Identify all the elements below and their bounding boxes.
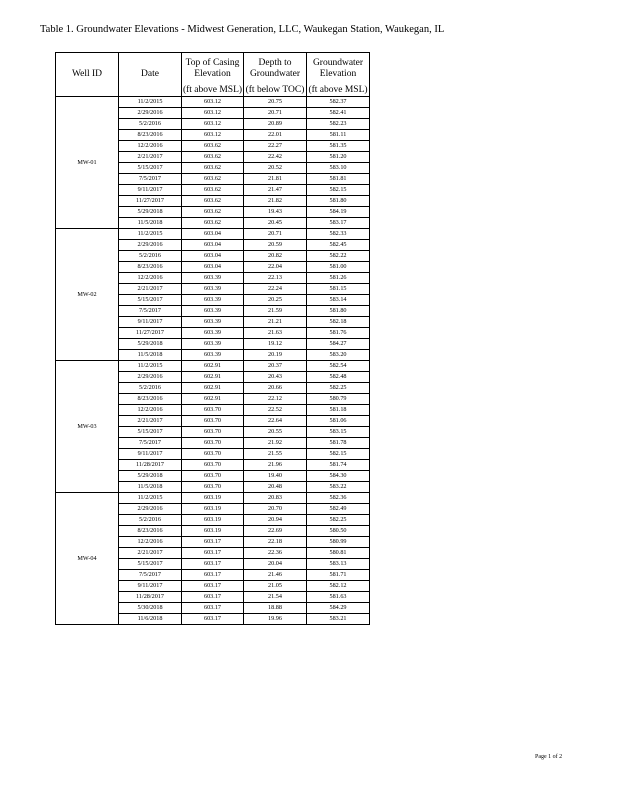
elevation-cell: 581.11 [307, 130, 370, 141]
date-cell: 11/2/2015 [119, 361, 182, 372]
elevation-cell: 581.18 [307, 405, 370, 416]
elevation-cell: 581.20 [307, 152, 370, 163]
date-cell: 2/29/2016 [119, 108, 182, 119]
date-cell: 5/15/2017 [119, 163, 182, 174]
date-cell: 5/2/2016 [119, 251, 182, 262]
date-cell: 2/21/2017 [119, 284, 182, 295]
elevation-cell: 583.20 [307, 350, 370, 361]
date-cell: 11/5/2018 [119, 218, 182, 229]
toc-cell: 603.62 [182, 174, 244, 185]
header-date: Date [119, 53, 182, 97]
table-row [56, 97, 370, 108]
date-cell: 9/11/2017 [119, 317, 182, 328]
elevation-cell: 584.30 [307, 471, 370, 482]
depth-cell: 18.88 [244, 603, 307, 614]
well-id-cell: MW-02 [56, 229, 119, 361]
elevation-cell: 582.41 [307, 108, 370, 119]
depth-cell: 22.36 [244, 548, 307, 559]
elevation-cell: 582.36 [307, 493, 370, 504]
date-cell: 2/29/2016 [119, 240, 182, 251]
elevation-cell: 581.81 [307, 174, 370, 185]
date-cell: 7/5/2017 [119, 306, 182, 317]
depth-cell: 19.43 [244, 207, 307, 218]
depth-cell: 22.13 [244, 273, 307, 284]
elevation-cell: 582.25 [307, 515, 370, 526]
depth-cell: 22.42 [244, 152, 307, 163]
date-cell: 12/2/2016 [119, 537, 182, 548]
depth-cell: 21.46 [244, 570, 307, 581]
elevation-cell: 581.80 [307, 196, 370, 207]
elevation-cell: 583.13 [307, 559, 370, 570]
elevation-cell: 582.15 [307, 185, 370, 196]
groundwater-table [55, 52, 370, 625]
toc-cell: 603.17 [182, 603, 244, 614]
toc-cell: 603.70 [182, 482, 244, 493]
date-cell: 12/2/2016 [119, 273, 182, 284]
elevation-cell: 581.06 [307, 416, 370, 427]
elevation-cell: 582.18 [307, 317, 370, 328]
elevation-cell: 582.33 [307, 229, 370, 240]
toc-cell: 603.04 [182, 251, 244, 262]
elevation-cell: 583.10 [307, 163, 370, 174]
elevation-cell: 582.49 [307, 504, 370, 515]
toc-cell: 603.39 [182, 295, 244, 306]
depth-cell: 20.71 [244, 229, 307, 240]
date-cell: 5/2/2016 [119, 383, 182, 394]
elevation-cell: 581.26 [307, 273, 370, 284]
date-cell: 5/29/2018 [119, 207, 182, 218]
toc-cell: 603.70 [182, 460, 244, 471]
elevation-cell: 582.45 [307, 240, 370, 251]
toc-cell: 603.70 [182, 405, 244, 416]
date-cell: 5/15/2017 [119, 427, 182, 438]
date-cell: 11/5/2018 [119, 482, 182, 493]
toc-cell: 603.39 [182, 317, 244, 328]
elevation-cell: 582.37 [307, 97, 370, 108]
depth-cell: 20.37 [244, 361, 307, 372]
depth-cell: 19.12 [244, 339, 307, 350]
date-cell: 2/21/2017 [119, 416, 182, 427]
depth-cell: 21.96 [244, 460, 307, 471]
elevation-cell: 582.12 [307, 581, 370, 592]
toc-cell: 603.39 [182, 350, 244, 361]
depth-cell: 21.63 [244, 328, 307, 339]
toc-cell: 603.39 [182, 306, 244, 317]
toc-cell: 603.19 [182, 526, 244, 537]
toc-cell: 603.70 [182, 438, 244, 449]
well-id-cell: MW-04 [56, 493, 119, 625]
date-cell: 2/21/2017 [119, 548, 182, 559]
depth-cell: 20.75 [244, 97, 307, 108]
elevation-cell: 581.78 [307, 438, 370, 449]
date-cell: 2/29/2016 [119, 372, 182, 383]
toc-cell: 602.91 [182, 361, 244, 372]
toc-cell: 603.70 [182, 449, 244, 460]
elevation-cell: 582.15 [307, 449, 370, 460]
date-cell: 9/11/2017 [119, 185, 182, 196]
depth-cell: 20.59 [244, 240, 307, 251]
date-cell: 11/28/2017 [119, 460, 182, 471]
depth-cell: 21.21 [244, 317, 307, 328]
elevation-cell: 583.17 [307, 218, 370, 229]
depth-cell: 21.82 [244, 196, 307, 207]
elevation-cell: 583.21 [307, 614, 370, 625]
date-cell: 12/2/2016 [119, 141, 182, 152]
toc-cell: 603.39 [182, 284, 244, 295]
toc-cell: 603.62 [182, 196, 244, 207]
toc-cell: 603.70 [182, 416, 244, 427]
elevation-cell: 581.35 [307, 141, 370, 152]
elevation-cell: 580.50 [307, 526, 370, 537]
toc-cell: 603.19 [182, 504, 244, 515]
depth-cell: 20.43 [244, 372, 307, 383]
depth-cell: 20.52 [244, 163, 307, 174]
depth-cell: 20.70 [244, 504, 307, 515]
elevation-cell: 581.00 [307, 262, 370, 273]
date-cell: 2/29/2016 [119, 504, 182, 515]
toc-cell: 603.17 [182, 559, 244, 570]
elevation-cell: 583.15 [307, 427, 370, 438]
elevation-cell: 581.76 [307, 328, 370, 339]
date-cell: 5/29/2018 [119, 339, 182, 350]
elevation-cell: 584.19 [307, 207, 370, 218]
toc-cell: 603.62 [182, 163, 244, 174]
depth-cell: 20.48 [244, 482, 307, 493]
toc-cell: 603.19 [182, 515, 244, 526]
date-cell: 8/23/2016 [119, 526, 182, 537]
date-cell: 9/11/2017 [119, 581, 182, 592]
toc-cell: 603.62 [182, 218, 244, 229]
elevation-cell: 583.14 [307, 295, 370, 306]
date-cell: 5/15/2017 [119, 559, 182, 570]
table-row [56, 493, 370, 504]
depth-cell: 22.12 [244, 394, 307, 405]
elevation-cell: 581.63 [307, 592, 370, 603]
toc-cell: 603.62 [182, 185, 244, 196]
depth-cell: 22.64 [244, 416, 307, 427]
toc-cell: 602.91 [182, 372, 244, 383]
depth-cell: 21.81 [244, 174, 307, 185]
toc-cell: 603.12 [182, 130, 244, 141]
page-number: Page 1 of 2 [535, 754, 563, 760]
toc-cell: 603.62 [182, 141, 244, 152]
table-row [56, 229, 370, 240]
depth-cell: 20.89 [244, 119, 307, 130]
toc-cell: 603.12 [182, 119, 244, 130]
date-cell: 5/29/2018 [119, 471, 182, 482]
elevation-cell: 581.74 [307, 460, 370, 471]
elevation-cell: 582.25 [307, 383, 370, 394]
table-body [56, 97, 370, 625]
toc-cell: 603.04 [182, 240, 244, 251]
date-cell: 5/2/2016 [119, 119, 182, 130]
toc-cell: 603.17 [182, 581, 244, 592]
depth-cell: 19.40 [244, 471, 307, 482]
header-toc-unit: (ft above MSL) [182, 85, 243, 95]
toc-cell: 603.17 [182, 614, 244, 625]
depth-cell: 20.04 [244, 559, 307, 570]
elevation-cell: 580.79 [307, 394, 370, 405]
toc-cell: 603.19 [182, 493, 244, 504]
toc-cell: 603.04 [182, 262, 244, 273]
depth-cell: 22.01 [244, 130, 307, 141]
depth-cell: 20.19 [244, 350, 307, 361]
depth-cell: 21.05 [244, 581, 307, 592]
date-cell: 8/23/2016 [119, 262, 182, 273]
toc-cell: 603.70 [182, 471, 244, 482]
date-cell: 11/2/2015 [119, 97, 182, 108]
depth-cell: 21.54 [244, 592, 307, 603]
date-cell: 11/2/2015 [119, 229, 182, 240]
elevation-cell: 580.99 [307, 537, 370, 548]
depth-cell: 20.66 [244, 383, 307, 394]
table-row [56, 361, 370, 372]
elevation-cell: 581.15 [307, 284, 370, 295]
date-cell: 8/23/2016 [119, 130, 182, 141]
toc-cell: 603.62 [182, 152, 244, 163]
toc-cell: 603.12 [182, 97, 244, 108]
date-cell: 12/2/2016 [119, 405, 182, 416]
date-cell: 11/6/2018 [119, 614, 182, 625]
date-cell: 2/21/2017 [119, 152, 182, 163]
depth-cell: 20.45 [244, 218, 307, 229]
depth-cell: 22.27 [244, 141, 307, 152]
date-cell: 7/5/2017 [119, 174, 182, 185]
date-cell: 7/5/2017 [119, 438, 182, 449]
date-cell: 5/15/2017 [119, 295, 182, 306]
depth-cell: 22.52 [244, 405, 307, 416]
date-cell: 9/11/2017 [119, 449, 182, 460]
toc-cell: 603.17 [182, 570, 244, 581]
toc-cell: 602.91 [182, 394, 244, 405]
elevation-cell: 580.81 [307, 548, 370, 559]
depth-cell: 19.96 [244, 614, 307, 625]
well-id-cell: MW-03 [56, 361, 119, 493]
depth-cell: 22.69 [244, 526, 307, 537]
toc-cell: 603.39 [182, 339, 244, 350]
elevation-cell: 581.80 [307, 306, 370, 317]
depth-cell: 21.55 [244, 449, 307, 460]
toc-cell: 603.17 [182, 592, 244, 603]
date-cell: 11/27/2017 [119, 328, 182, 339]
date-cell: 11/5/2018 [119, 350, 182, 361]
elevation-cell: 581.71 [307, 570, 370, 581]
toc-cell: 602.91 [182, 383, 244, 394]
date-cell: 11/27/2017 [119, 196, 182, 207]
date-cell: 8/23/2016 [119, 394, 182, 405]
elevation-cell: 582.23 [307, 119, 370, 130]
elevation-cell: 582.54 [307, 361, 370, 372]
header-well-id: Well ID [56, 53, 119, 97]
depth-cell: 22.18 [244, 537, 307, 548]
toc-cell: 603.12 [182, 108, 244, 119]
well-id-cell: MW-01 [56, 97, 119, 229]
header-depth: Depth to Groundwater [244, 53, 307, 86]
toc-cell: 603.39 [182, 328, 244, 339]
depth-cell: 20.55 [244, 427, 307, 438]
date-cell: 11/2/2015 [119, 493, 182, 504]
depth-cell: 22.04 [244, 262, 307, 273]
date-cell: 5/30/2018 [119, 603, 182, 614]
depth-cell: 21.47 [244, 185, 307, 196]
header-elev-unit: (ft above MSL) [308, 85, 368, 95]
date-cell: 11/28/2017 [119, 592, 182, 603]
toc-cell: 603.04 [182, 229, 244, 240]
date-cell: 7/5/2017 [119, 570, 182, 581]
elevation-cell: 584.27 [307, 339, 370, 350]
depth-cell: 21.92 [244, 438, 307, 449]
elevation-cell: 583.22 [307, 482, 370, 493]
date-cell: 5/2/2016 [119, 515, 182, 526]
depth-cell: 22.24 [244, 284, 307, 295]
table-title: Table 1. Groundwater Elevations - Midwest Generation, LLC, Waukegan Station, Waukegan, IL [40, 24, 445, 35]
toc-cell: 603.62 [182, 207, 244, 218]
header-top-of-casing: Top of Casing Elevation [182, 53, 244, 86]
elevation-cell: 582.22 [307, 251, 370, 262]
depth-cell: 20.94 [244, 515, 307, 526]
toc-cell: 603.70 [182, 427, 244, 438]
header-depth-unit: (ft below TOC) [244, 85, 307, 97]
header-elevation: Groundwater Elevation [307, 53, 370, 86]
toc-cell: 603.17 [182, 548, 244, 559]
depth-cell: 21.59 [244, 306, 307, 317]
depth-cell: 20.25 [244, 295, 307, 306]
toc-cell: 603.39 [182, 273, 244, 284]
toc-cell: 603.17 [182, 537, 244, 548]
depth-cell: 20.83 [244, 493, 307, 504]
depth-cell: 20.71 [244, 108, 307, 119]
depth-cell: 20.82 [244, 251, 307, 262]
elevation-cell: 584.29 [307, 603, 370, 614]
elevation-cell: 582.48 [307, 372, 370, 383]
